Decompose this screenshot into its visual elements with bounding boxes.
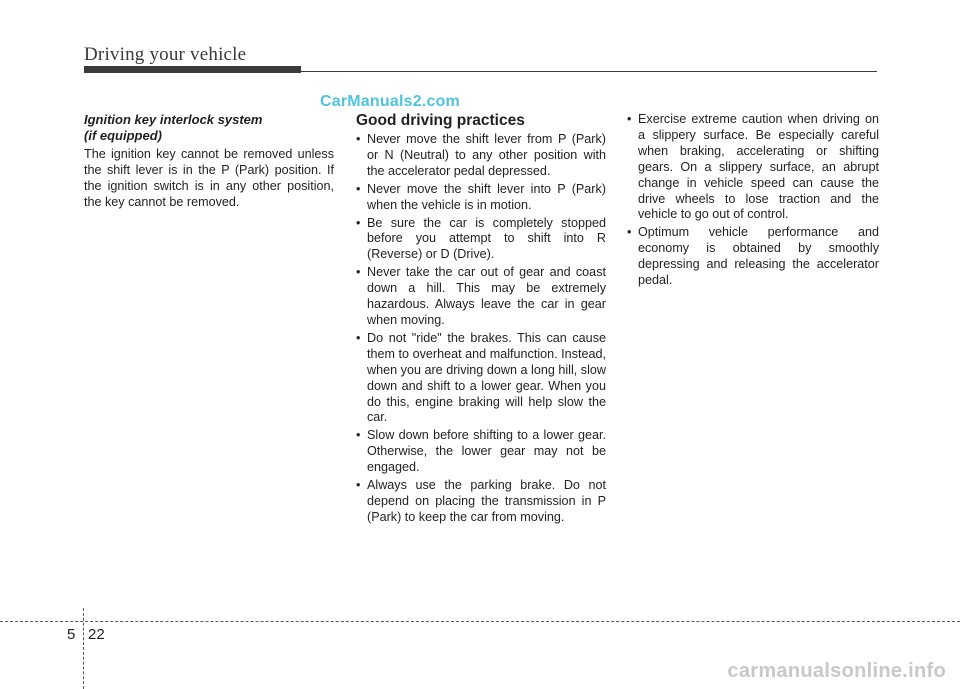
footer-divider [0, 621, 960, 622]
interlock-heading-line1: Ignition key interlock system [84, 112, 263, 127]
list-item: • Slow down before shifting to a lower gear. Otherwise, the lower gear may not be engaged. [356, 428, 606, 476]
list-item: • Never move the shift lever from P (Park) or N (Neutral) to any other position with the accelerator pedal depressed. [356, 132, 606, 180]
left-column [84, 112, 334, 211]
list-item: • Never take the car out of gear and coast down a hill. This may be extremely hazardous. Always leave the car in gear when moving. [356, 265, 606, 329]
list-item: • Optimum vehicle performance and economy is obtained by smoothly depressing and releasing the accelerator pedal. [627, 225, 879, 289]
practice-list-continued [627, 112, 879, 289]
right-column [627, 112, 879, 291]
section-number: 5 [67, 626, 76, 643]
list-item: • Never move the shift lever into P (Park) when the vehicle is in motion. [356, 182, 606, 214]
list-item: • Exercise extreme caution when driving on a slippery surface. Be especially careful when braking, accelerating or shifting gears. On a slippery surface, an abrupt change in vehicle speed can cause the drive wheels to lose traction and the vehicle to go out of control. [627, 112, 879, 223]
watermark-top: CarManuals2.com [320, 93, 460, 110]
watermark-bottom: carmanualsonline.info [727, 660, 946, 682]
interlock-heading [84, 112, 334, 143]
middle-column [356, 112, 606, 528]
header-rule [84, 71, 877, 72]
footer-vertical-divider [83, 608, 84, 689]
interlock-body: The ignition key cannot be removed unless the shift lever is in the P (Park) position. If the ignition switch is in any other position, the key cannot be removed. [84, 147, 334, 209]
list-item: • Do not "ride" the brakes. This can cause them to overheat and malfunction. Instead, when you are driving down a long hill, slow down and shift to a lower gear. When you do this, engine braking will help slow the car. [356, 331, 606, 426]
page-number: 22 [88, 626, 105, 643]
practice-list [356, 132, 606, 526]
list-item: • Be sure the car is completely stopped before you attempt to shift into R (Reverse) or D (Drive). [356, 216, 606, 264]
interlock-heading-line2: (if equipped) [84, 127, 162, 143]
page-header-title: Driving your vehicle [84, 44, 247, 65]
list-item: • Always use the parking brake. Do not depend on placing the transmission in P (Park) to keep the car from moving. [356, 478, 606, 526]
section-heading: Good driving practices [356, 112, 525, 129]
